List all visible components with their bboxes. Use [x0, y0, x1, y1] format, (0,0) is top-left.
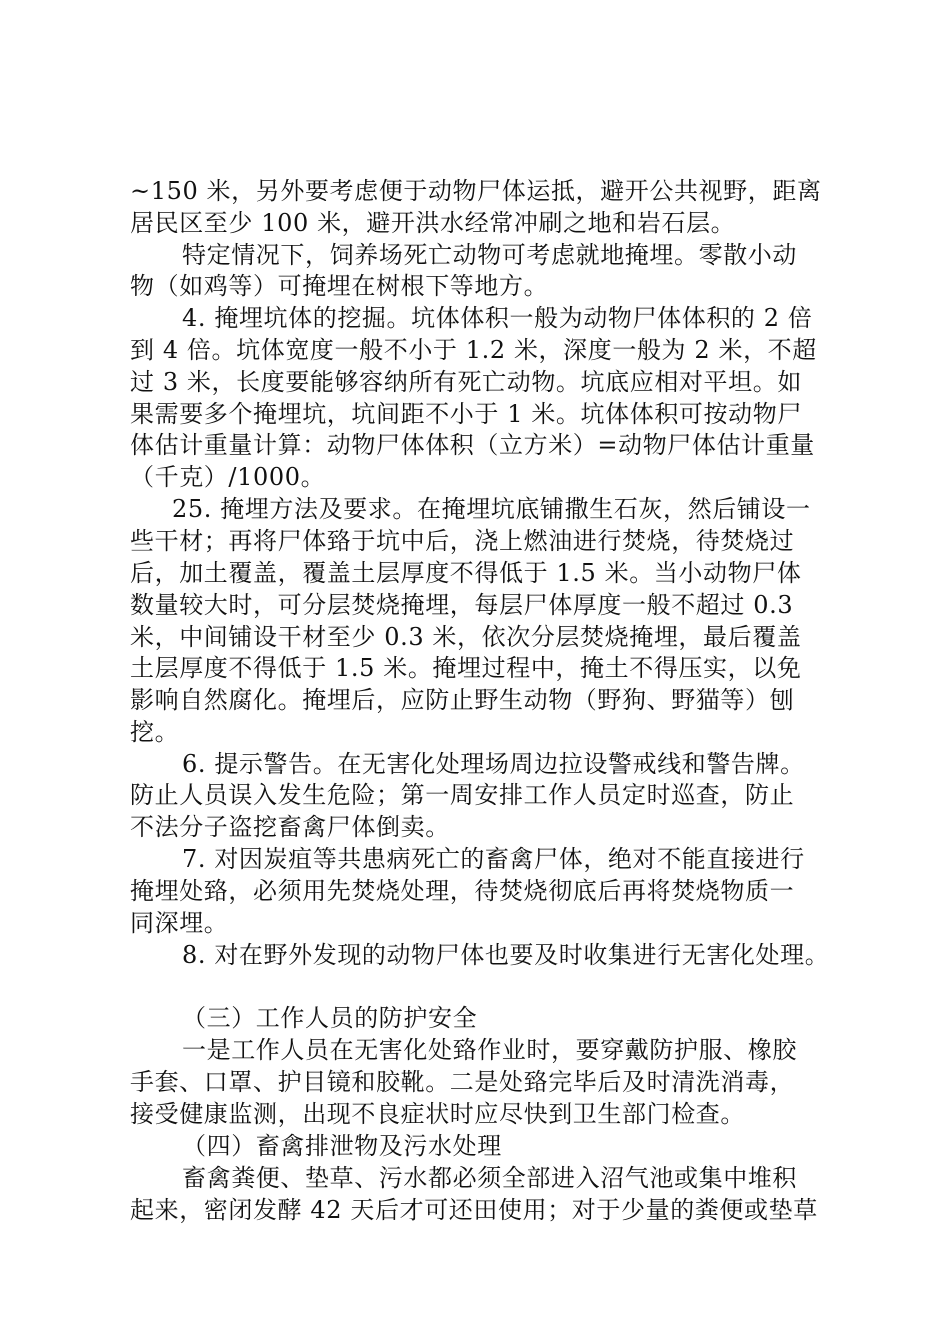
- text-line: 后，加土覆盖，覆盖土层厚度不得低于 1.5 米。当小动物尸体: [130, 559, 802, 587]
- text-line: 6. 提示警告。在无害化处理场周边拉设警戒线和警告牌。: [182, 750, 805, 778]
- text-line: 居民区至少 100 米，避开洪水经常冲刷之地和岩石层。: [130, 209, 736, 237]
- text-line: 不法分子盗挖畜禽尸体倒卖。: [130, 813, 450, 841]
- text-line: 物（如鸡等）可掩埋在树根下等地方。: [130, 272, 549, 300]
- text-line: 防止人员误入发生危险；第一周安排工作人员定时巡查，防止: [130, 781, 795, 809]
- text-line: 挖。: [130, 718, 180, 746]
- text-line: （千克）/1000。: [130, 463, 326, 491]
- section-heading: （三）工作人员的防护安全: [182, 1004, 478, 1032]
- text-line: 到 4 倍。坑体宽度一般不小于 1.2 米，深度一般为 2 米，不超: [130, 336, 817, 364]
- text-line: 8. 对在野外发现的动物尸体也要及时收集进行无害化处理。: [182, 941, 830, 969]
- text-line: 掩埋处臵，必须用先焚烧处理，待焚烧彻底后再将焚烧物质一: [130, 877, 795, 905]
- text-line: 7. 对因炭疽等共患病死亡的畜禽尸体，绝对不能直接进行: [182, 845, 805, 873]
- text-line: 果需要多个掩埋坑，坑间距不小于 1 米。坑体体积可按动物尸: [130, 400, 802, 428]
- text-line: 土层厚度不得低于 1.5 米。掩埋过程中，掩土不得压实，以免: [130, 654, 802, 682]
- text-line: 畜禽粪便、垫草、污水都必须全部进入沼气池或集中堆积: [182, 1164, 797, 1192]
- text-line: 手套、口罩、护目镜和胶靴。二是处臵完毕后及时清洗消毒，: [130, 1068, 795, 1096]
- text-line: 体估计重量计算：动物尸体体积（立方米）=动物尸体估计重量: [130, 431, 815, 459]
- text-line: 同深埋。: [130, 909, 229, 937]
- text-line: 过 3 米，长度要能够容纳所有死亡动物。坑底应相对平坦。如: [130, 368, 802, 396]
- text-line: 米，中间铺设干材至少 0.3 米，依次分层焚烧掩埋，最后覆盖: [130, 623, 802, 651]
- text-line: ~150 米，另外要考虑便于动物尸体运抵，避开公共视野，距离: [130, 177, 822, 205]
- text-line: 影响自然腐化。掩埋后，应防止野生动物（野狗、野猫等）刨: [130, 686, 795, 714]
- text-line: 起来，密闭发酵 42 天后才可还田使用；对于少量的粪便或垫草: [130, 1196, 818, 1224]
- text-line: 4. 掩埋坑体的挖掘。坑体体积一般为动物尸体体积的 2 倍: [182, 304, 813, 332]
- text-line: 数量较大时，可分层焚烧掩埋，每层尸体厚度一般不超过 0.3: [130, 591, 794, 619]
- text-line: 特定情况下，饲养场死亡动物可考虑就地掩埋。零散小动: [182, 241, 797, 269]
- text-line: 一是工作人员在无害化处臵作业时，要穿戴防护服、橡胶: [182, 1036, 797, 1064]
- text-line: 25. 掩埋方法及要求。在掩埋坑底铺撒生石灰，然后铺设一: [172, 495, 811, 523]
- text-line: 接受健康监测，出现不良症状时应尽快到卫生部门检查。: [130, 1100, 745, 1128]
- text-line: 些干材；再将尸体臵于坑中后，浇上燃油进行焚烧，待焚烧过: [130, 527, 795, 555]
- section-heading: （四）畜禽排泄物及污水处理: [182, 1132, 502, 1160]
